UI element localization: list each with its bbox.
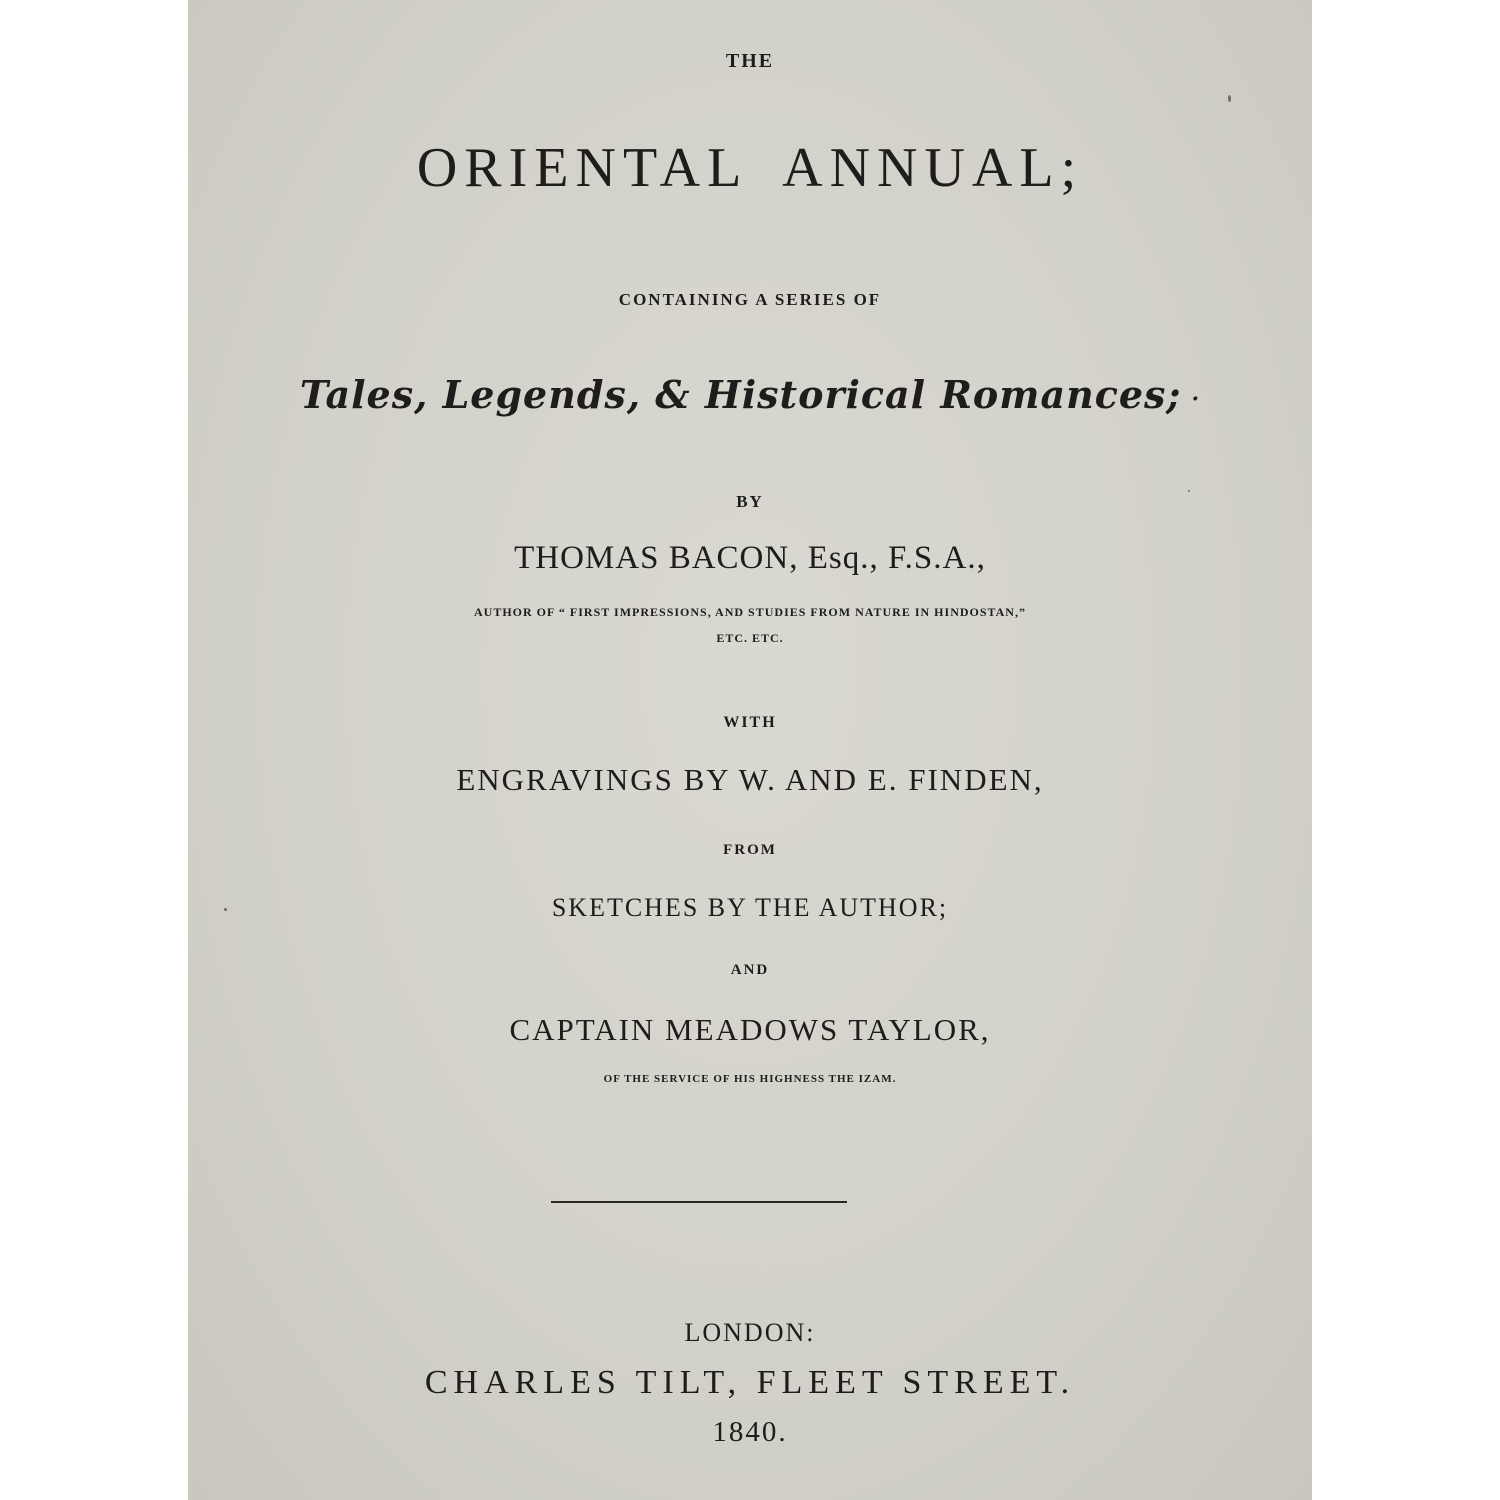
author-credits-line1: AUTHOR OF “ FIRST IMPRESSIONS, AND STUDIES FROM NATURE IN HINDOSTAN,” [474,605,1026,619]
from-line: FROM [723,842,777,858]
author-name: THOMAS BACON, Esq., F.S.A., [514,540,986,576]
and-line: AND [730,962,770,978]
subtitle-blackletter [188,372,1312,417]
paper-speck [1228,95,1231,102]
title-page [188,0,1312,1500]
captain-line: CAPTAIN MEADOWS TAYLOR, [509,1012,991,1047]
imprint-year: 1840. [712,1416,788,1448]
sketches-line: SKETCHES BY THE AUTHOR; [551,893,949,922]
imprint-publisher: CHARLES TILT, FLEET STREET. [424,1364,1076,1401]
author-credits-line2: ETC. ETC. [716,631,784,645]
ornament-dot-icon: · [1191,385,1201,412]
horizontal-rule [551,1201,847,1203]
by-line: BY [736,492,764,511]
book-title: ORIENTAL ANNUAL; [416,137,1084,199]
containing-line: CONTAINING A SERIES OF [618,290,882,309]
subtitle-text: Tales, Legends, & Historical Romances; [299,372,1182,417]
engravings-line: ENGRAVINGS BY W. AND E. FINDEN, [456,762,1044,797]
with-line: WITH [723,714,777,731]
service-line: OF THE SERVICE OF HIS HIGHNESS THE IZAM. [603,1073,897,1085]
title-article: THE [725,50,775,72]
imprint-city: LONDON: [684,1318,816,1347]
